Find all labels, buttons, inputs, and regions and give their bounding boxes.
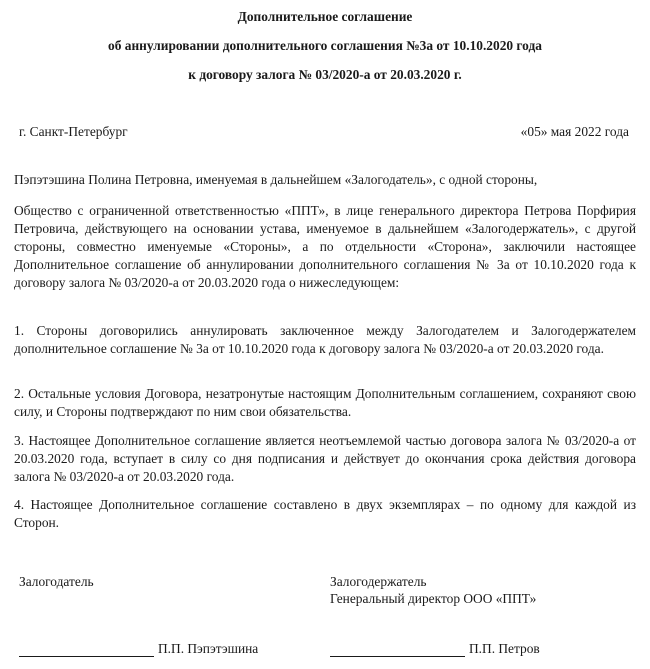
- paragraph-clause-2: 2. Остальные условия Договора, незатронутые настоящим Дополнительным соглашением, сохраняют свою силу, и Стороны подтверждают по ним свои обязательства.: [14, 386, 636, 419]
- paragraph-clause-1: 1. Стороны договорились аннулировать заключенное между Залогодателем и Залогодержателем дополнительное соглашение № 3а от 10.10.2020 года к договору залога № 03/2020-а от 20.03.2020 года.: [14, 323, 636, 356]
- place-text: г. Санкт-Петербург: [19, 124, 128, 139]
- signature-label-pledgee: Залогодержатель: [330, 574, 427, 589]
- paragraph-clause-4: 4. Настоящее Дополнительное соглашение составлено в двух экземплярах – по одному для каждой из Сторон.: [14, 497, 636, 530]
- signature-name-pledger: П.П. Пэпэтэшина: [158, 641, 259, 656]
- date-text: «05» мая 2022 года: [520, 124, 629, 139]
- signature-line-pledgee: [330, 641, 540, 659]
- place-date-row: [19, 124, 629, 142]
- signature-line-pledger: [19, 641, 258, 659]
- signature-name-pledgee: П.П. Петров: [469, 641, 540, 656]
- signature-underline: [330, 642, 465, 657]
- paragraph-clause-3: 3. Настоящее Дополнительное соглашение является неотъемлемой частью договора залога № 03/2020-а от 20.03.2020 года, вступает в силу со дня подписания и действует до окончания срока действия договора залога № 03/2020-а от 20.03.2020 года.: [14, 433, 636, 484]
- document-title: Дополнительное соглашение: [237, 9, 413, 24]
- document-subtitle-contract: к договору залога № 03/2020-а от 20.03.2020 г.: [188, 67, 462, 82]
- document-subtitle: об аннулировании дополнительного соглашения №3а от 10.10.2020 года: [108, 38, 542, 53]
- signature-underline: [19, 642, 154, 657]
- paragraph-pledgee: Общество с ограниченной ответственностью «ППТ», в лице генерального директора Петрова Порфирия Петровича, действующего на основании устава, именуемое в дальнейшем «Залогодержатель», с другой стороны, совместно именуемые «Стороны», а по отдельности «Сторона», заключили настоящее Дополнительное соглашение об аннулировании дополнительного соглашения № 3а от 10.10.2020 года к договору залога № 03/2020-а от 20.03.2020 года о нижеследующем:: [14, 203, 636, 290]
- signature-label-pledger: Залогодатель: [19, 574, 94, 589]
- paragraph-pledger: Пэпэтэшина Полина Петровна, именуемая в дальнейшем «Залогодатель», с одной стороны,: [14, 172, 538, 187]
- signature-title-pledgee: Генеральный директор ООО «ППТ»: [330, 591, 537, 606]
